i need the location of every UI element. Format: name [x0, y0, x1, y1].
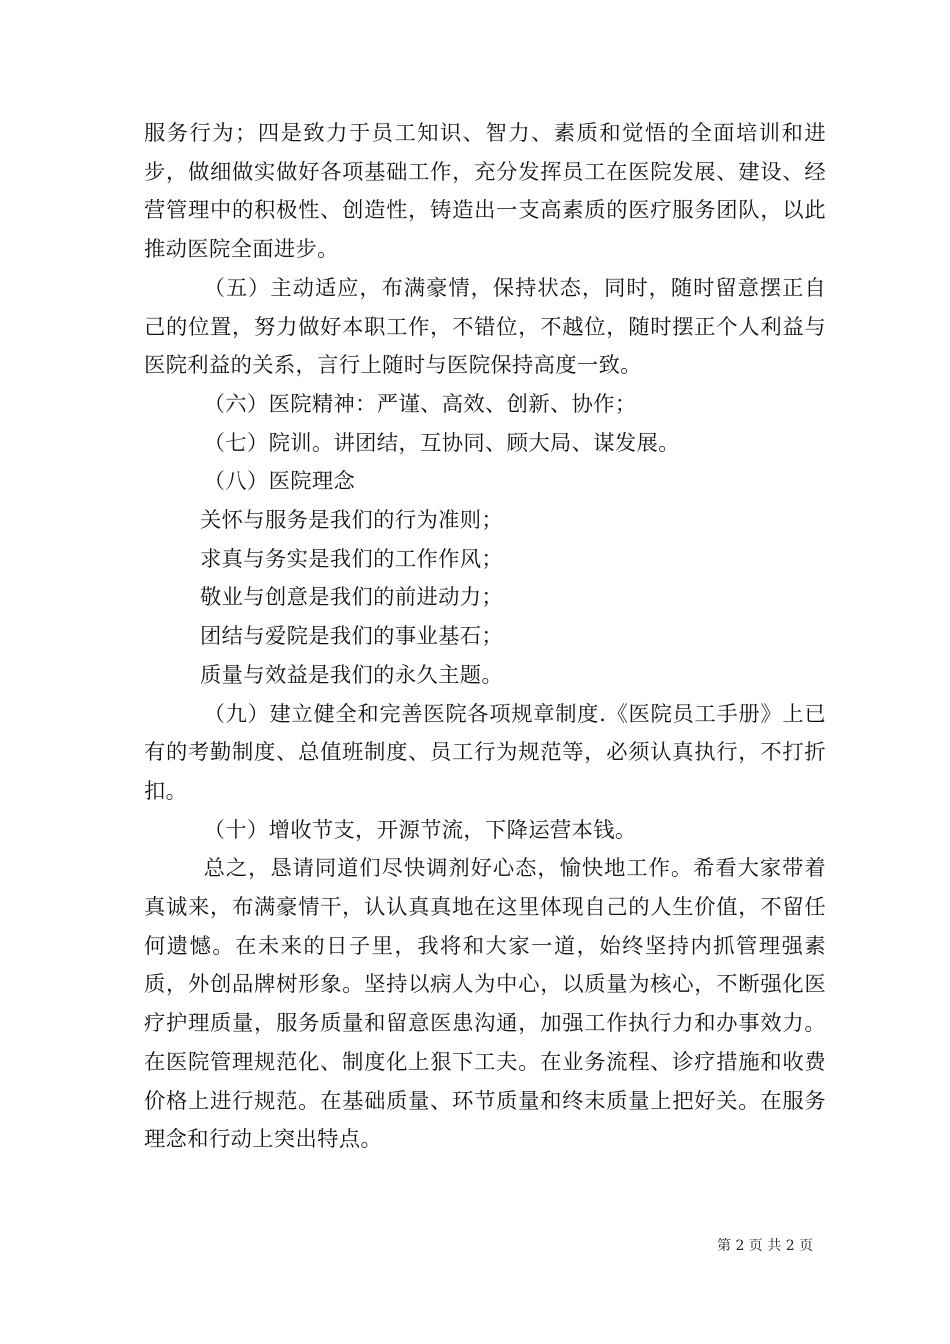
motto-line-5: 质量与效益是我们的永久主题。	[200, 662, 504, 688]
page-number-footer: 第 2 页 共 2 页	[717, 1238, 814, 1254]
paragraph-conclusion: 总之，恳请同道们尽快调剂好心态，愉快地工作。希看大家带着真诚来，布满豪情干，认认真真地在这里体现自己的人生价值，不留任何遗憾。在未来的日子里，我将和大家一道，始终坚持内抓管理强素质，外创品牌树形象。坚持以病人为中心，以质量为核心，不断强化医疗护理质量，服务质量和留意医患沟通，加强工作执行力和办事效力。在医院管理规范化、制度化上狠下工夫。在业务流程、诊疗措施和收费价格上进行规范。在基础质量、环节质量和终末质量上把好关。在服务理念和行动上突出特点。	[144, 856, 826, 1153]
motto-line-1: 关怀与服务是我们的行为准则；	[200, 508, 504, 534]
paragraph-item-9: （九）建立健全和完善医院各项规章制度.《医院员工手册》上已有的考勤制度、总值班制度、员工行为规范等，必须认真执行，不打折扣。	[144, 701, 826, 804]
paragraph-item-7: （七）院训。讲团结，互协同、顾大局、谋发展。	[203, 430, 680, 456]
paragraph-continuation: 服务行为；四是致力于员工知识、智力、素质和觉悟的全面培训和进步，做细做实做好各项基础工作，充分发挥员工在医院发展、建设、经营管理中的积极性、创造性，铸造出一支高素质的医疗服务团队，以此推动医院全面进步。	[144, 121, 826, 263]
paragraph-item-6: （六）医院精神：严谨、高效、创新、协作；	[203, 391, 637, 417]
document-body	[144, 115, 826, 1160]
paragraph-item-8: （八）医院理念	[203, 469, 356, 495]
motto-line-4: 团结与爱院是我们的事业基石；	[200, 624, 504, 650]
paragraph-item-5: （五）主动适应，布满豪情，保持状态，同时，随时留意摆正自己的位置，努力做好本职工作，不错位，不越位，随时摆正个人利益与医院利益的关系，言行上随时与医院保持高度一致。	[144, 275, 826, 379]
motto-line-3: 敬业与创意是我们的前进动力；	[200, 585, 504, 611]
paragraph-item-10: （十）增收节支，开源节流，下降运营本钱。	[203, 817, 637, 843]
motto-line-2: 求真与务实是我们的工作作风；	[200, 546, 504, 572]
